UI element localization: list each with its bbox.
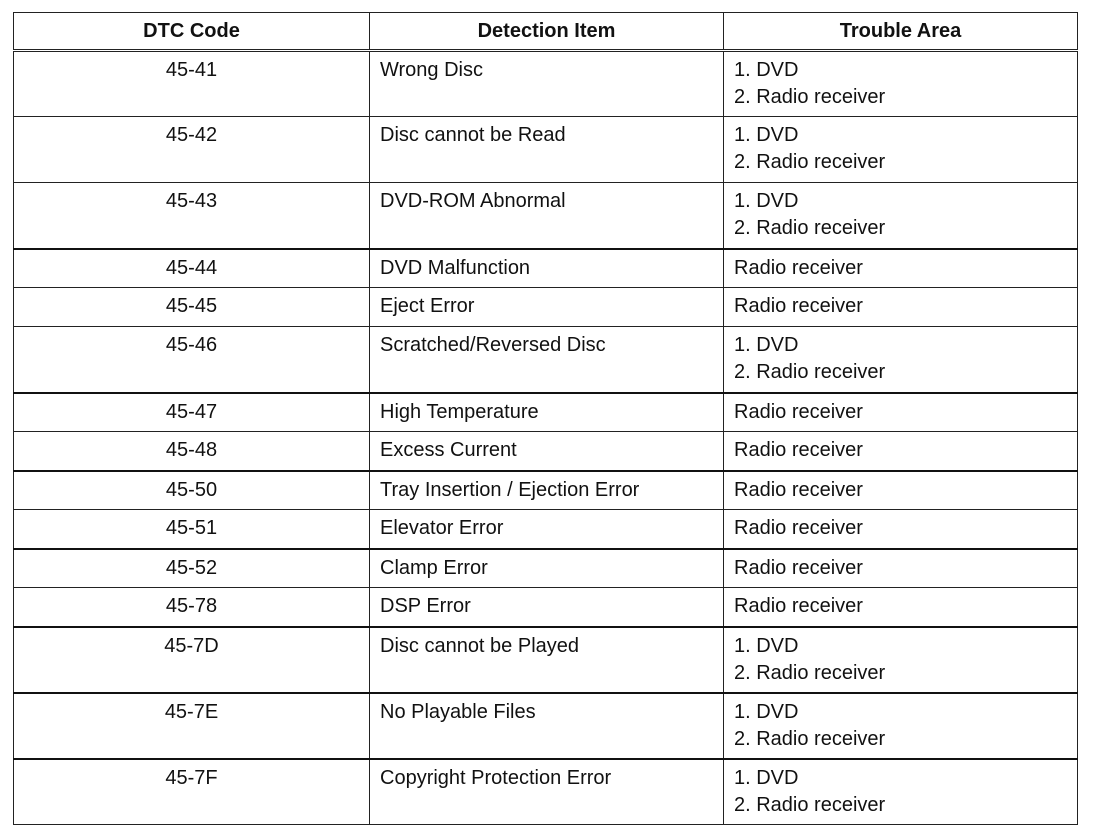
table-row xyxy=(14,627,1078,693)
table-row xyxy=(14,471,1078,510)
trouble-area-cell xyxy=(724,183,1078,249)
detection-item-cell: Copyright Protection Error xyxy=(370,759,724,825)
trouble-area-line: 1. DVD xyxy=(734,334,799,356)
trouble-area-line: Radio receiver xyxy=(734,295,863,317)
table-row xyxy=(14,393,1078,432)
dtc-code-cell: 45-41 xyxy=(14,51,370,117)
detection-item-cell: DVD-ROM Abnormal xyxy=(370,183,724,249)
trouble-area-cell xyxy=(724,510,1078,549)
header-trouble-area: Trouble Area xyxy=(724,13,1078,51)
detection-item-cell: Scratched/Reversed Disc xyxy=(370,327,724,393)
trouble-area-line: Radio receiver xyxy=(734,556,863,579)
dtc-code-cell: 45-50 xyxy=(14,471,370,510)
table-row xyxy=(14,549,1078,588)
dtc-code-cell: 45-7E xyxy=(14,693,370,759)
detection-item-cell: Eject Error xyxy=(370,288,724,327)
dtc-code-cell: 45-46 xyxy=(14,327,370,393)
trouble-area-line: 1. DVD xyxy=(734,700,799,723)
table-row xyxy=(14,432,1078,471)
table-row xyxy=(14,693,1078,759)
table-row xyxy=(14,249,1078,288)
trouble-area-line: 1. DVD xyxy=(734,766,799,789)
trouble-area-cell xyxy=(724,117,1078,183)
table-row xyxy=(14,183,1078,249)
dtc-code-cell: 45-43 xyxy=(14,183,370,249)
dtc-table xyxy=(13,12,1078,825)
trouble-area-cell xyxy=(724,693,1078,759)
dtc-code-cell: 45-52 xyxy=(14,549,370,588)
dtc-code-cell: 45-7F xyxy=(14,759,370,825)
dtc-code-cell: 45-47 xyxy=(14,393,370,432)
table-row xyxy=(14,759,1078,825)
trouble-area-line: 2. Radio receiver xyxy=(734,661,886,684)
detection-item-cell: DSP Error xyxy=(370,588,724,627)
dtc-code-cell: 45-45 xyxy=(14,288,370,327)
dtc-code-cell: 45-42 xyxy=(14,117,370,183)
trouble-area-line: 1. DVD xyxy=(734,190,799,212)
trouble-area-line: Radio receiver xyxy=(734,256,863,279)
trouble-area-line: Radio receiver xyxy=(734,400,863,423)
trouble-area-cell xyxy=(724,759,1078,825)
trouble-area-line: 2. Radio receiver xyxy=(734,151,886,173)
dtc-code-cell: 45-51 xyxy=(14,510,370,549)
detection-item-cell: Disc cannot be Played xyxy=(370,627,724,693)
trouble-area-cell xyxy=(724,549,1078,588)
trouble-area-line: Radio receiver xyxy=(734,439,863,461)
header-detection-item: Detection Item xyxy=(370,13,724,51)
trouble-area-line: 2. Radio receiver xyxy=(734,793,886,816)
trouble-area-line: 1. DVD xyxy=(734,59,799,81)
table-row xyxy=(14,327,1078,393)
dtc-code-cell: 45-44 xyxy=(14,249,370,288)
dtc-code-cell: 45-7D xyxy=(14,627,370,693)
trouble-area-line: Radio receiver xyxy=(734,478,863,501)
detection-item-cell: High Temperature xyxy=(370,393,724,432)
table-row xyxy=(14,51,1078,117)
detection-item-cell: Clamp Error xyxy=(370,549,724,588)
detection-item-cell: No Playable Files xyxy=(370,693,724,759)
table-row xyxy=(14,288,1078,327)
table-row xyxy=(14,588,1078,627)
header-dtc-code: DTC Code xyxy=(14,13,370,51)
detection-item-cell: Wrong Disc xyxy=(370,51,724,117)
detection-item-cell: Disc cannot be Read xyxy=(370,117,724,183)
trouble-area-cell xyxy=(724,288,1078,327)
trouble-area-cell xyxy=(724,588,1078,627)
trouble-area-cell xyxy=(724,51,1078,117)
trouble-area-line: 1. DVD xyxy=(734,124,799,146)
dtc-code-cell: 45-78 xyxy=(14,588,370,627)
trouble-area-cell xyxy=(724,249,1078,288)
trouble-area-line: 2. Radio receiver xyxy=(734,86,886,108)
table-row xyxy=(14,510,1078,549)
trouble-area-cell xyxy=(724,327,1078,393)
trouble-area-cell xyxy=(724,627,1078,693)
trouble-area-cell xyxy=(724,393,1078,432)
detection-item-cell: Excess Current xyxy=(370,432,724,471)
trouble-area-line: 2. Radio receiver xyxy=(734,217,886,239)
trouble-area-line: 2. Radio receiver xyxy=(734,361,886,383)
trouble-area-cell xyxy=(724,471,1078,510)
trouble-area-line: 2. Radio receiver xyxy=(734,727,886,750)
header-row xyxy=(14,13,1078,51)
table-body xyxy=(14,51,1078,825)
trouble-area-cell xyxy=(724,432,1078,471)
detection-item-cell: Tray Insertion / Ejection Error xyxy=(370,471,724,510)
dtc-code-cell: 45-48 xyxy=(14,432,370,471)
trouble-area-line: Radio receiver xyxy=(734,517,863,539)
trouble-area-line: Radio receiver xyxy=(734,595,863,617)
detection-item-cell: Elevator Error xyxy=(370,510,724,549)
table-row xyxy=(14,117,1078,183)
trouble-area-line: 1. DVD xyxy=(734,634,799,657)
table-header xyxy=(14,13,1078,51)
detection-item-cell: DVD Malfunction xyxy=(370,249,724,288)
